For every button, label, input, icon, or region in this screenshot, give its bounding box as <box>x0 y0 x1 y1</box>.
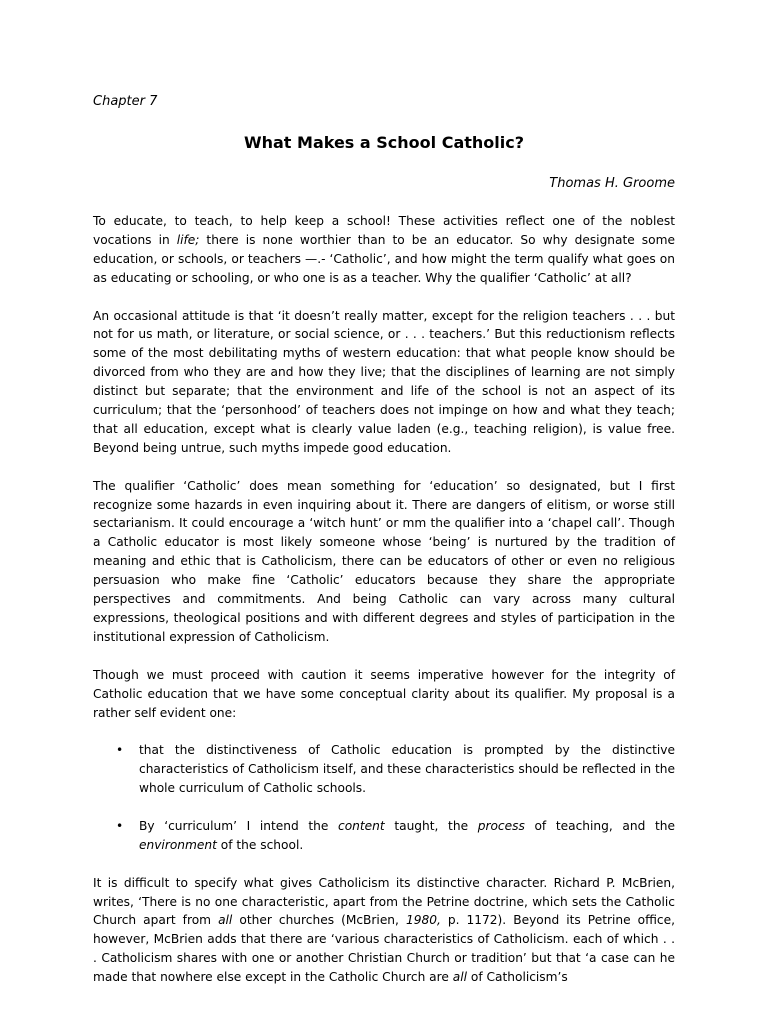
bullet-list <box>93 741 675 854</box>
list-item <box>93 817 675 855</box>
bullet-icon: • <box>116 743 124 758</box>
paragraph-2: An occasional attitude is that ‘it doesn’t really matter, except for the religion teachers . . . but not for us math, or literature, or social science, or . . . teachers.’ But this reductionism reflects some of the most debilitating myths of western education: that what people know should be divorced from who they are and how they live; that the disciplines of learning are not simply distinct but separate; that the environment and life of the school is not an aspect of its curriculum; that the ‘personhood’ of teachers does not impinge on how and what they teach; that all education, except what is clearly value laden (e.g., teaching religion), is value free. Beyond being untrue, such myths impede good education. <box>93 308 675 455</box>
paragraph-1 <box>93 212 675 288</box>
bullet-2-emphasis-content: content <box>338 818 385 833</box>
document-body <box>93 212 675 1006</box>
bullet-2-text-a: By ‘curriculum’ I intend the <box>139 818 339 833</box>
list-item-text <box>139 819 675 852</box>
paragraph-5-text-a: It is difficult to specify what gives Catholicism its distinctive character. Richard P. McBrien, writes, ‘There is no one characteristic, apart from the Petrine doctrine, which sets the Catholic Church apart from <box>93 875 675 928</box>
paragraph-5-emphasis-all: all <box>218 913 233 928</box>
paragraph-5-text-b: other churches (McBrien, <box>232 913 406 928</box>
paragraph-5-text-d: of Catholicism’s <box>467 970 568 985</box>
paragraph-4: Though we must proceed with caution it seems imperative however for the integrity of Catholic education that we have some conceptual clarity about its qualifier. My proposal is a rather self evident one: <box>93 667 675 720</box>
paragraph-1-text-a: To educate, to teach, to help keep a school! These activities reflect one of the noblest vocations in <box>93 214 675 247</box>
bullet-2-emphasis-process: process <box>477 818 525 833</box>
paragraph-5-emphasis-all-2: all <box>452 970 468 985</box>
bullet-2-emphasis-environment: environment <box>139 837 217 852</box>
bullet-icon: • <box>116 818 124 833</box>
author-name: Thomas H. Groome <box>549 176 675 191</box>
paragraph-5 <box>93 874 675 987</box>
bullet-2-text-c: of teaching, and the <box>524 818 675 833</box>
bullet-2-text-b: taught, the <box>384 818 478 833</box>
list-item <box>93 741 675 798</box>
chapter-label: Chapter 7 <box>93 94 158 109</box>
paragraph-1-emphasis: life; <box>176 232 200 247</box>
bullet-2-text-d: of the school. <box>216 837 304 852</box>
list-item-text: that the distinctiveness of Catholic education is prompted by the distinctive characteristics of Catholicism itself, and these characteristics should be reflected in the whole curriculum of Catholic schools. <box>139 743 675 796</box>
paragraph-5-emphasis-year: 1980, <box>405 913 441 928</box>
paragraph-5-text-c: p. 1172). Beyond its Petrine office, however, McBrien adds that there are ‘various characteristics of Catholicism. each of which . . . Catholicism shares with one or another Christian Church or tradition’ but that ‘a case can he made that nowhere else except in the Catholic Church are <box>93 913 675 985</box>
paragraph-1-text-b: there is none worthier than to be an educator. So why designate some education, or schools, or teachers —.- ‘Catholic’, and how might the term qualify what goes on as educating or schooling, or who one is as a teacher. Why the qualifier ‘Catholic’ at all? <box>93 232 675 285</box>
document-title: What Makes a School Catholic? <box>243 133 525 152</box>
paragraph-3: The qualifier ‘Catholic’ does mean something for ‘education’ so designated, but I first recognize some hazards in even inquiring about it. There are dangers of elitism, or worse still sectarianism. It could encourage a ‘witch hunt’ or mm the qualifier into a ‘chapel call’. Though a Catholic educator is most likely someone whose ‘being’ is nurtured by the tradition of meaning and ethic that is Catholicism, there can be educators of other or even no religious persuasion who make fine ‘Catholic’ educators because they share the appropriate perspectives and commitments. And being Catholic can vary across many cultural expressions, theological positions and with different degrees and styles of participation in the institutional expression of Catholicism. <box>93 478 675 644</box>
